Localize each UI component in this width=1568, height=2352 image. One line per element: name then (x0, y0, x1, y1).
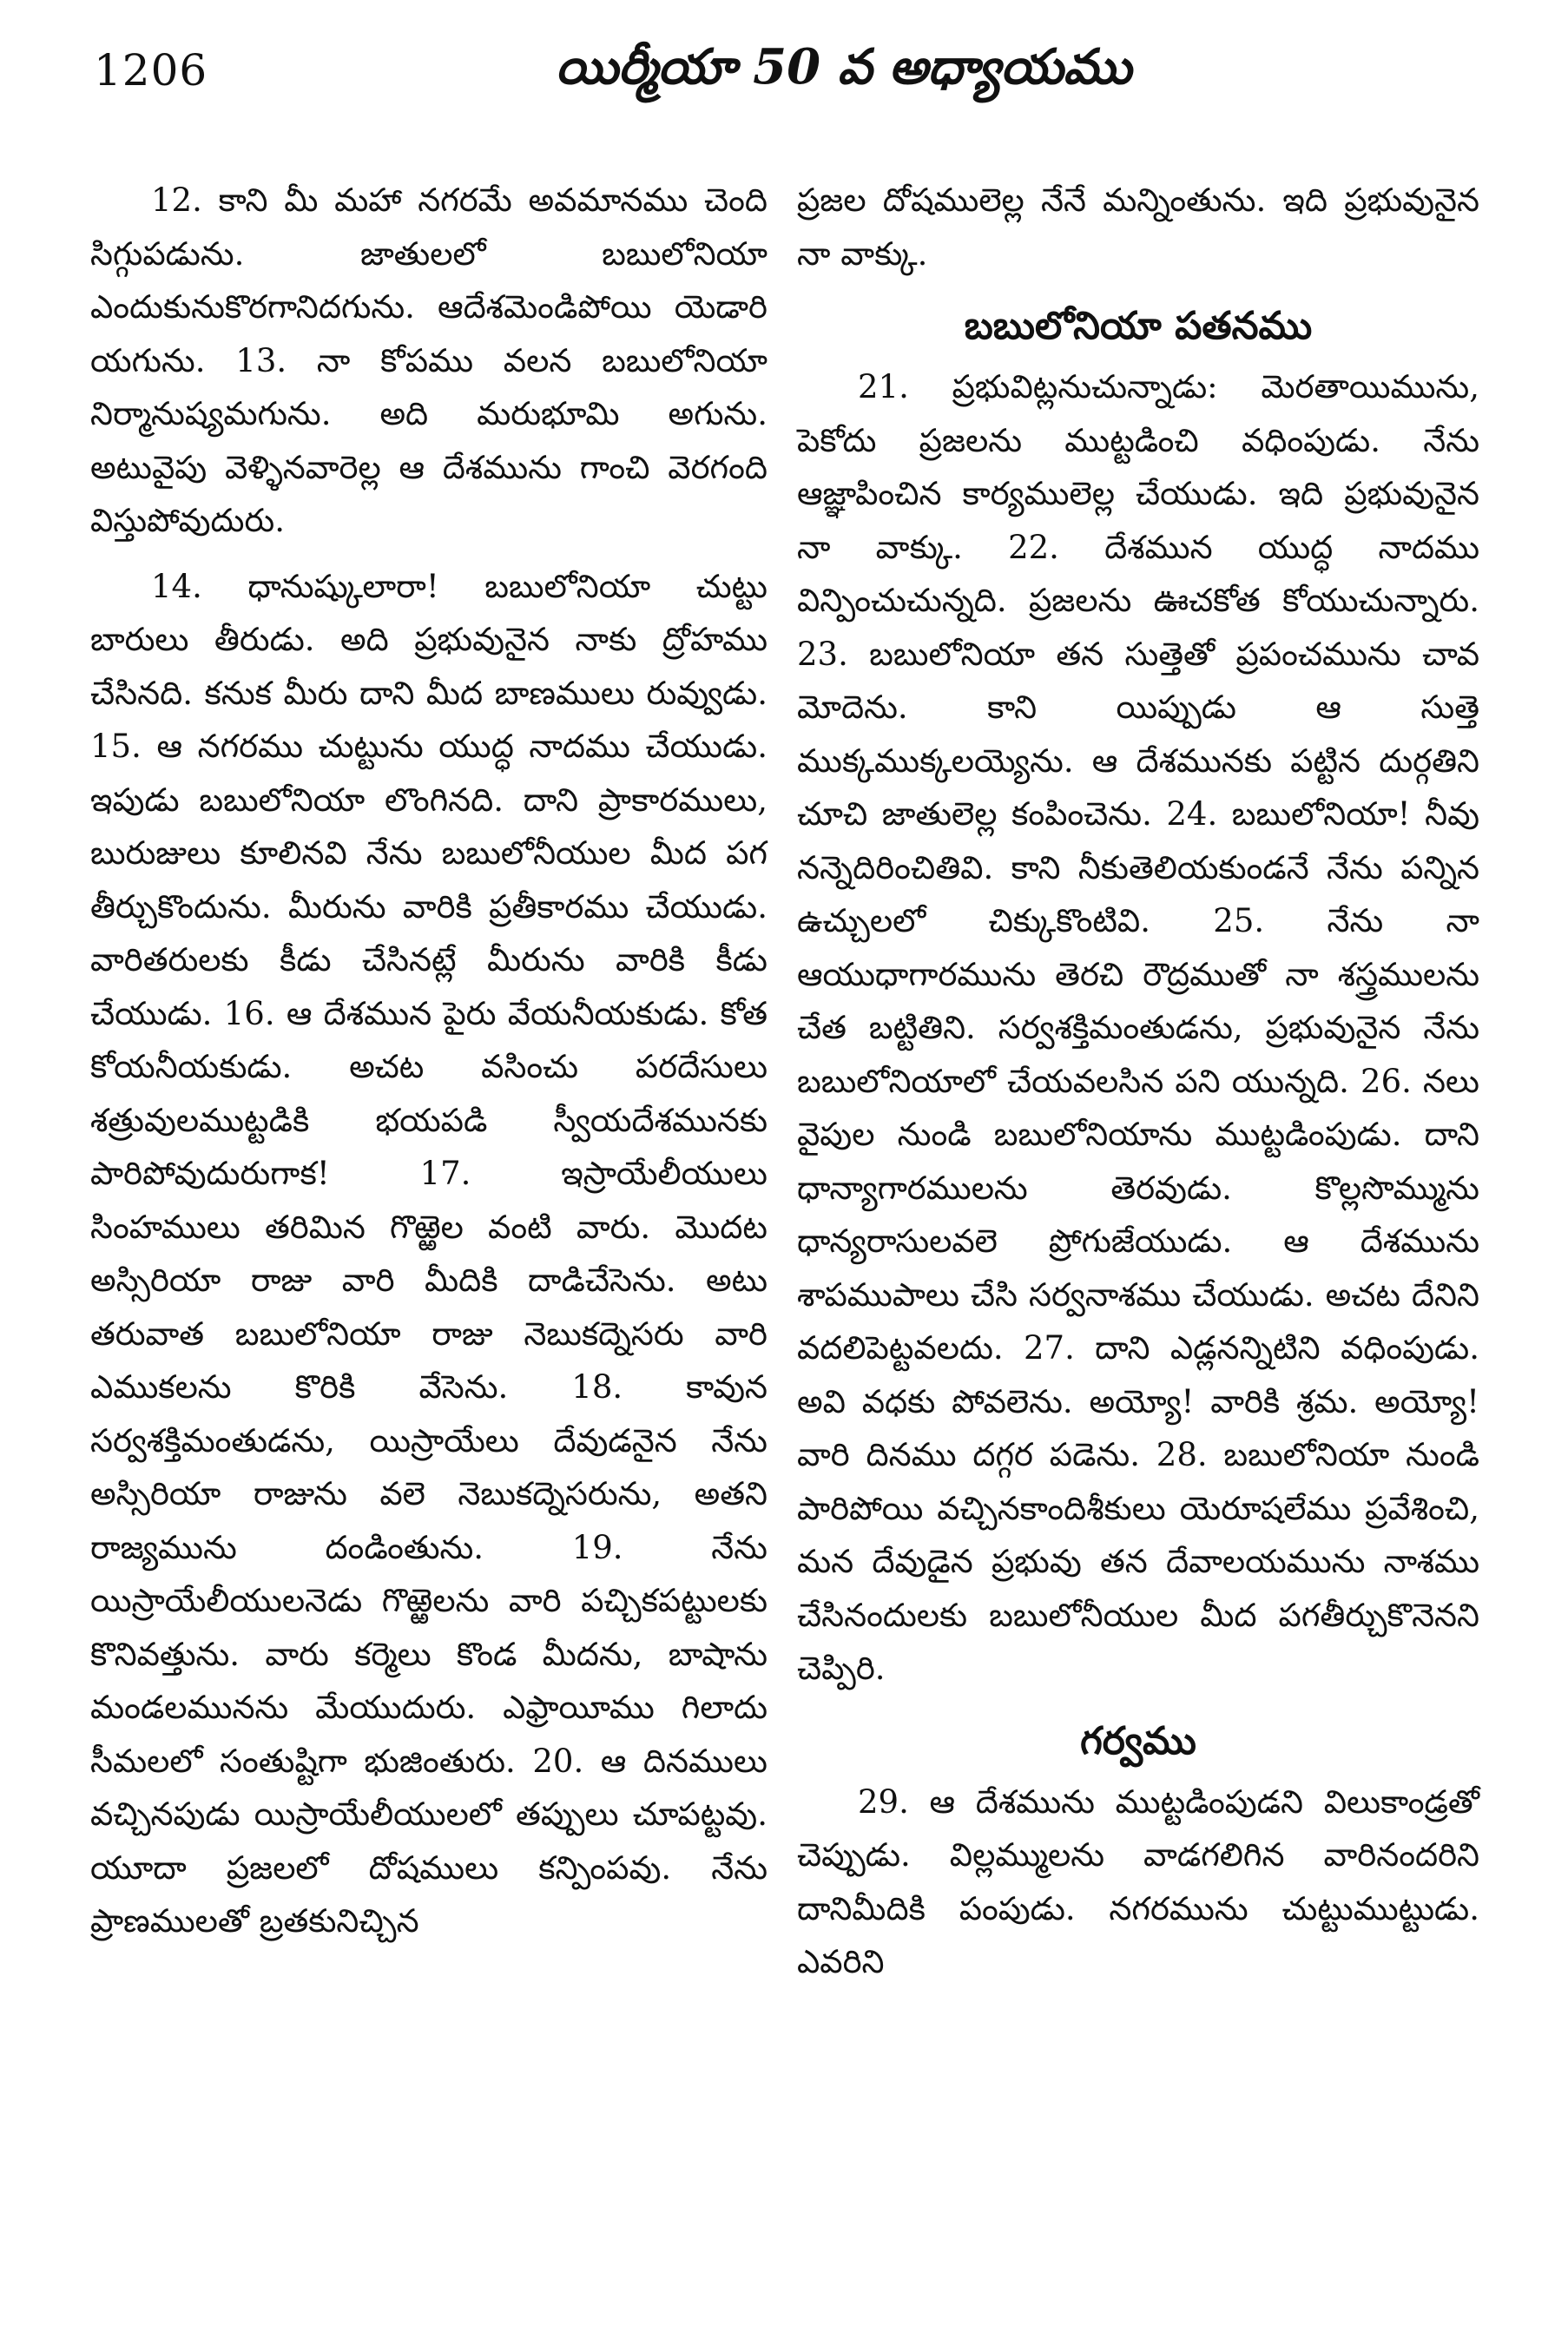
verse-paragraph: 29. ఆ దేశమును ముట్టడింపుడని విలుకాండ్రతో చెప్పుడు. విల్లమ్ములను వాడగలిగిన వారినందరిని దానిమీదికి పంపుడు. నగరమును చుట్టుముట్టుడు. ఎవరిని (797, 1782, 1479, 1980)
section-heading: బబులోనియా పతనము (964, 304, 1313, 348)
verse-paragraph: 14. ధానుష్కులారా! బబులోనియా చుట్టు బారులు తీరుడు. అది ప్రభువునైన నాకు ద్రోహము చేసినది. కనుక మీరు దాని మీద బాణములు రువ్వుడు. 15. ఆ నగరము చుట్టును యుద్ధ నాదము చేయుడు. ఇపుడు బబులోనియా లొంగినది. దాని ప్రాకారములు, బురుజులు కూలినవి నేను బబులోనీయుల మీద పగ తీర్చుకొందును. మీరును వారికి ప్రతీకారము చేయుడు. వారితరులకు కీడు చేసినట్లే మీరును వారికి కీడు చేయుడు. 16. ఆ దేశమున పైరు వేయనీయకుడు. కోత కోయనీయకుడు. అచట వసించు పరదేసులు శత్రువులముట్టడికి భయపడి స్వీయదేశమునకు పారిపోవుదురుగాక! 17. ఇస్రాయేలీయులు సింహములు తరిమిన గొఱ్ఱెల వంటి వారు. మొదట అస్సిరియా రాజు వారి మీదికి దాడిచేసెను. అటు తరువాత బబులోనియా రాజు నెబుకద్నెసరు వారి ఎముకలను కొరికి వేసెను. 18. కావున సర్వశక్తిమంతుడను, యిస్రాయేలు దేవుడనైన నేను అస్సిరియా రాజును వలె నెబుకద్నెసరును, అతని రాజ్యమును దండింతును. 19. నేను యిస్రాయేలీయులనెడు గొఱ్ఱెలను వారి పచ్చికపట్టులకు కొనివత్తును. వారు కర్మెలు కొండ మీదను, బాషాను మండలమునను మేయుదురు. ఎఫ్రాయీము గిలాదు సీమలలో సంతుష్టిగా భుజింతురు. 20. ఆ దినములు వచ్చినపుడు యిస్రాయేలీయులలో తప్పులు చూపట్టవు. యూదా ప్రజలలో దోషములు కన్పింపవు. నేను ప్రాణములతో బ్రతకునిచ్చిన (90, 567, 768, 1940)
page-header (0, 0, 1568, 130)
verse-paragraph: 21. ప్రభువిట్లనుచున్నాడు: మెరతాయిమును, పెకోదు ప్రజలను ముట్టడించి వధింపుడు. నేను ఆజ్ఞాపించిన కార్యములెల్ల చేయుడు. ఇది ప్రభువునైన నా వాక్కు. 22. దేశమున యుద్ధ నాదము విన్పించుచున్నది. ప్రజలను ఊచకోత కోయుచున్నారు. 23. బబులోనియా తన సుత్తెతో ప్రపంచమును చావ మోదెను. కాని యిప్పుడు ఆ సుత్తె ముక్కముక్కలయ్యెను. ఆ దేశమునకు పట్టిన దుర్గతిని చూచి జాతులెల్ల కంపించెను. 24. బబులోనియా! నీవు నన్నెదిరించితివి. కాని నీకుతెలియకుండనే నేను పన్నిన ఉచ్చులలో చిక్కుకొంటివి. 25. నేను నా ఆయుధాగారమును తెరచి రౌద్రముతో నా శస్త్రములను చేత బట్టితిని. సర్వశక్తిమంతుడను, ప్రభువునైన నేను బబులోనియాలో చేయవలసిన పని యున్నది. 26. నలు వైపుల నుండి బబులోనియాను ముట్టడింపుడు. దాని ధాన్యాగారములను తెరవుడు. కొల్లసొమ్మును ధాన్యరాసులవలె ప్రోగుజేయుడు. ఆ దేశమును శాపముపాలు చేసి సర్వనాశము చేయుడు. అచట దేనిని వదలిపెట్టవలదు. 27. దాని ఎడ్లనన్నిటిని వధింపుడు. అవి వధకు పోవలెను. అయ్యో! వారికి శ్రమ. అయ్యో! వారి దినము దగ్గర పడెను. 28. బబులోనియా నుండి పారిపోయి వచ్చినకాందిశీకులు యెరూషలేము ప్రవేశించి, మన దేవుడైన ప్రభువు తన దేవాలయమును నాశము చేసినందులకు బబులోనీయుల మీద పగతీర్చుకొనెనని చెప్పిరి. (797, 368, 1479, 1687)
section-heading: గర్వము (1080, 1718, 1196, 1763)
page-number: 1206 (94, 45, 208, 96)
right-column (797, 174, 1479, 1989)
running-title: యిర్మీయా 50 వ అధ్యాయము (556, 38, 1132, 96)
verse-paragraph: 12. కాని మీ మహా నగరమే అవమానము చెంది సిగ్గుపడును. జాతులలో బబులోనియా ఎందుకునుకొరగానిదగును. ఆదేశమెండిపోయి యెడారి యగును. 13. నా కోపము వలన బబులోనియా నిర్మానుష్యమగును. అది మరుభూమి అగును. అటువైపు వెళ్ళినవారెల్ల ఆ దేశమును గాంచి వెరగంది విస్తుపోవుదురు. (90, 181, 768, 539)
verse-paragraph-continuation: ప్రజల దోషములెల్ల నేనే మన్నింతును. ఇది ప్రభువునైన నా వాక్కు. (797, 181, 1479, 273)
left-column (90, 174, 768, 1948)
